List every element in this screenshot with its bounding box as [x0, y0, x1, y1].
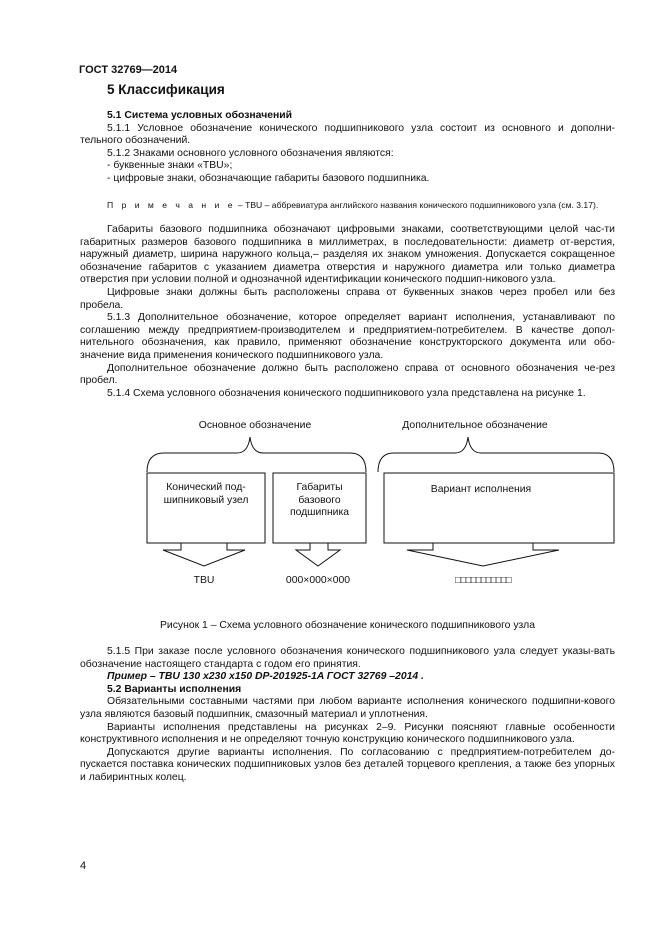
body-text [80, 224, 615, 400]
figure-1 [0, 415, 661, 645]
box-dimensions-text: Габариты базового подшипника [289, 482, 350, 519]
section-5-1 [80, 110, 615, 186]
section-title: 5 Классификация [107, 82, 225, 97]
paragraph-variants: Варианты исполнения представлены на рисунках 2–9. Рисунки поясняют главные особенности конструктивного исполнения и не определяют точную конструкцию конического подшипникового узла. [80, 721, 615, 746]
brace-main [147, 437, 366, 472]
paragraph-5-1-4: 5.1.4 Схема условного обозначения конического подшипникового узла представлена на рисунке 1. [107, 387, 586, 399]
paragraph-5-1-2: 5.1.2 Знаками основного условного обозначения являются: [107, 147, 394, 159]
standard-header: ГОСТ 32769—2014 [79, 64, 178, 76]
figure-caption: Рисунок 1 – Схема условного обозначение конического подшипникового узла [159, 620, 536, 631]
figure-diagram [0, 415, 661, 645]
box-variant-text: Вариант исполнения [430, 484, 532, 495]
note-label: П р и м е ч а н и е [107, 200, 236, 210]
example-designation: Пример – TBU 130 х230 х150 DP-201925-1A ГОСТ 32769 –2014 . [107, 671, 424, 683]
paragraph-5-1-5: 5.1.5 При заказе после условного обозначения конического подшипникового узла следует указы-вать обозначение настоящего стандарта с годом его принятия. [80, 646, 615, 670]
paragraph-mandatory-parts: Обязательными составными частями при любом варианте исполнения конического подшипни-кового узла являются базовый подшипник, смазочный материал и уплотнения. [80, 696, 615, 720]
paragraph-dimensions: Габариты базового подшипника обозначают цифровыми знаками, соответствующими целой час-ти габаритных размеров базового подшипника в миллиметрах, в последовательности: диаметр от-верстия, наружный диаметр, ширина наружного кольца,– разделяя их знаком умножения. Допускается сокращенное обозначение габаритов с указанием диаметра отверстия и наружного диаметра или только диаметра отверстия при условии полной и однозначной идентификации конического подшип-никового узла. [80, 224, 615, 286]
brace-additional [378, 437, 614, 472]
section-after-figure [80, 646, 615, 785]
page-number: 4 [80, 860, 87, 872]
list-item-digits: - цифровые знаки, обозначающие габариты базового подшипника. [107, 172, 430, 184]
paragraph-additional-placement: Дополнительное обозначение должно быть расположено справа от основного обозначения че-рез пробел. [80, 362, 615, 387]
output-dimensions: 000×000×000 [285, 575, 351, 586]
arrow-tbu [163, 543, 245, 566]
note-text: – TBU – аббревиатура английского названия конического подшипникового узла (см. 3.17). [235, 200, 599, 210]
label-main-designation: Основное обозначение [198, 420, 312, 431]
label-additional-designation: Дополнительное обозначение [402, 420, 548, 431]
list-item-letters: - буквенные знаки «TBU»; [107, 160, 233, 172]
arrow-variant [407, 543, 559, 566]
paragraph-5-1-1: 5.1.1 Условное обозначение конического подшипникового узла состоит из основного и дополни-тельного обозначений. [80, 122, 615, 147]
subsection-title-5-1: 5.1 Система условных обозначений [107, 110, 293, 121]
box-bearing-unit-text: Конический под-шипниковый узел [163, 482, 249, 506]
paragraph-5-1-3: 5.1.3 Дополнительное обозначение, которое определяет вариант исполнения, устанавливают по соглашению между предприятием-производителем и предприятием-потребителем. В качестве допол-нительного обозначения, как правило, применяют обозначение конструкторского документа или обо-значение вида применения конического подшипникового узла. [80, 312, 615, 361]
output-variant: □□□□□□□□□□□ [455, 575, 511, 586]
subsection-title-5-2: 5.2 Варианты исполнения [107, 683, 242, 695]
note [107, 200, 598, 210]
paragraph-other-variants: Допускаются другие варианты исполнения. По согласованию с предприятием-потребителем до-пускается поставка конических подшипниковых узлов без деталей торцевого крепления, а также без упорных и лабиринтных колец. [80, 746, 615, 783]
paragraph-digit-placement: Цифровые знаки должны быть расположены справа от буквенных знаков через пробел или без пробела. [80, 286, 615, 311]
arrow-dimensions [296, 543, 340, 566]
output-tbu: TBU [193, 575, 215, 586]
